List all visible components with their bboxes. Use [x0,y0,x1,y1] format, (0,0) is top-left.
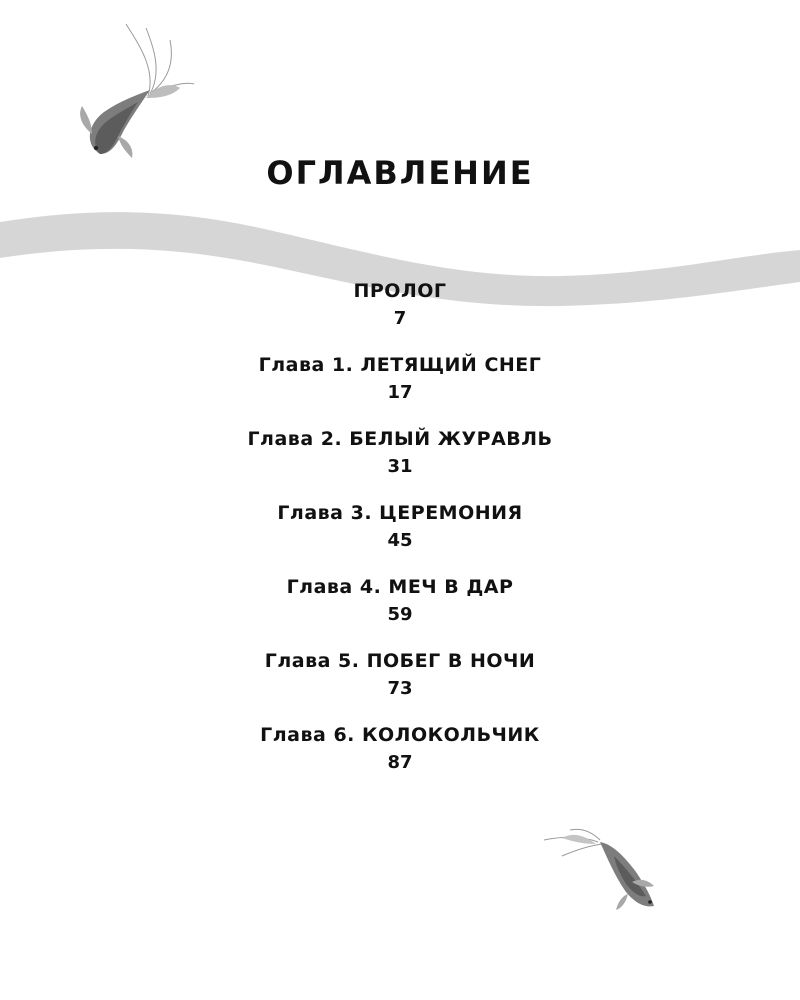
toc-entry-title: Глава 1. ЛЕТЯЩИЙ СНЕГ [258,354,542,376]
toc-entry [0,500,800,554]
toc-entry-page: 87 [387,752,413,773]
toc-entry-page: 73 [387,678,413,699]
toc-entry-title: Глава 5. ПОБЕГ В НОЧИ [264,650,536,672]
toc-entry [0,722,800,776]
toc-entry-page: 59 [387,604,413,625]
toc-entry [0,426,800,480]
toc-entry [0,278,800,332]
toc-entry-title: Глава 6. КОЛОКОЛЬЧИК [260,724,540,746]
toc-entry-title: ПРОЛОГ [353,280,447,302]
page-title: ОГЛАВЛЕНИЕ [266,154,534,192]
toc-entry-page: 45 [387,530,413,551]
koi-fish-icon [540,822,670,917]
toc-entry-title: Глава 4. МЕЧ В ДАР [286,576,514,598]
toc-entry [0,574,800,628]
toc-entry-page: 7 [393,308,407,329]
toc-entry-page: 17 [387,382,413,403]
koi-fish-icon [70,18,200,168]
toc-entry [0,648,800,702]
toc-entry [0,352,800,406]
toc-entry-title: Глава 3. ЦЕРЕМОНИЯ [277,502,523,524]
toc-entry-title: Глава 2. БЕЛЫЙ ЖУРАВЛЬ [247,428,553,450]
toc-entry-page: 31 [387,456,413,477]
